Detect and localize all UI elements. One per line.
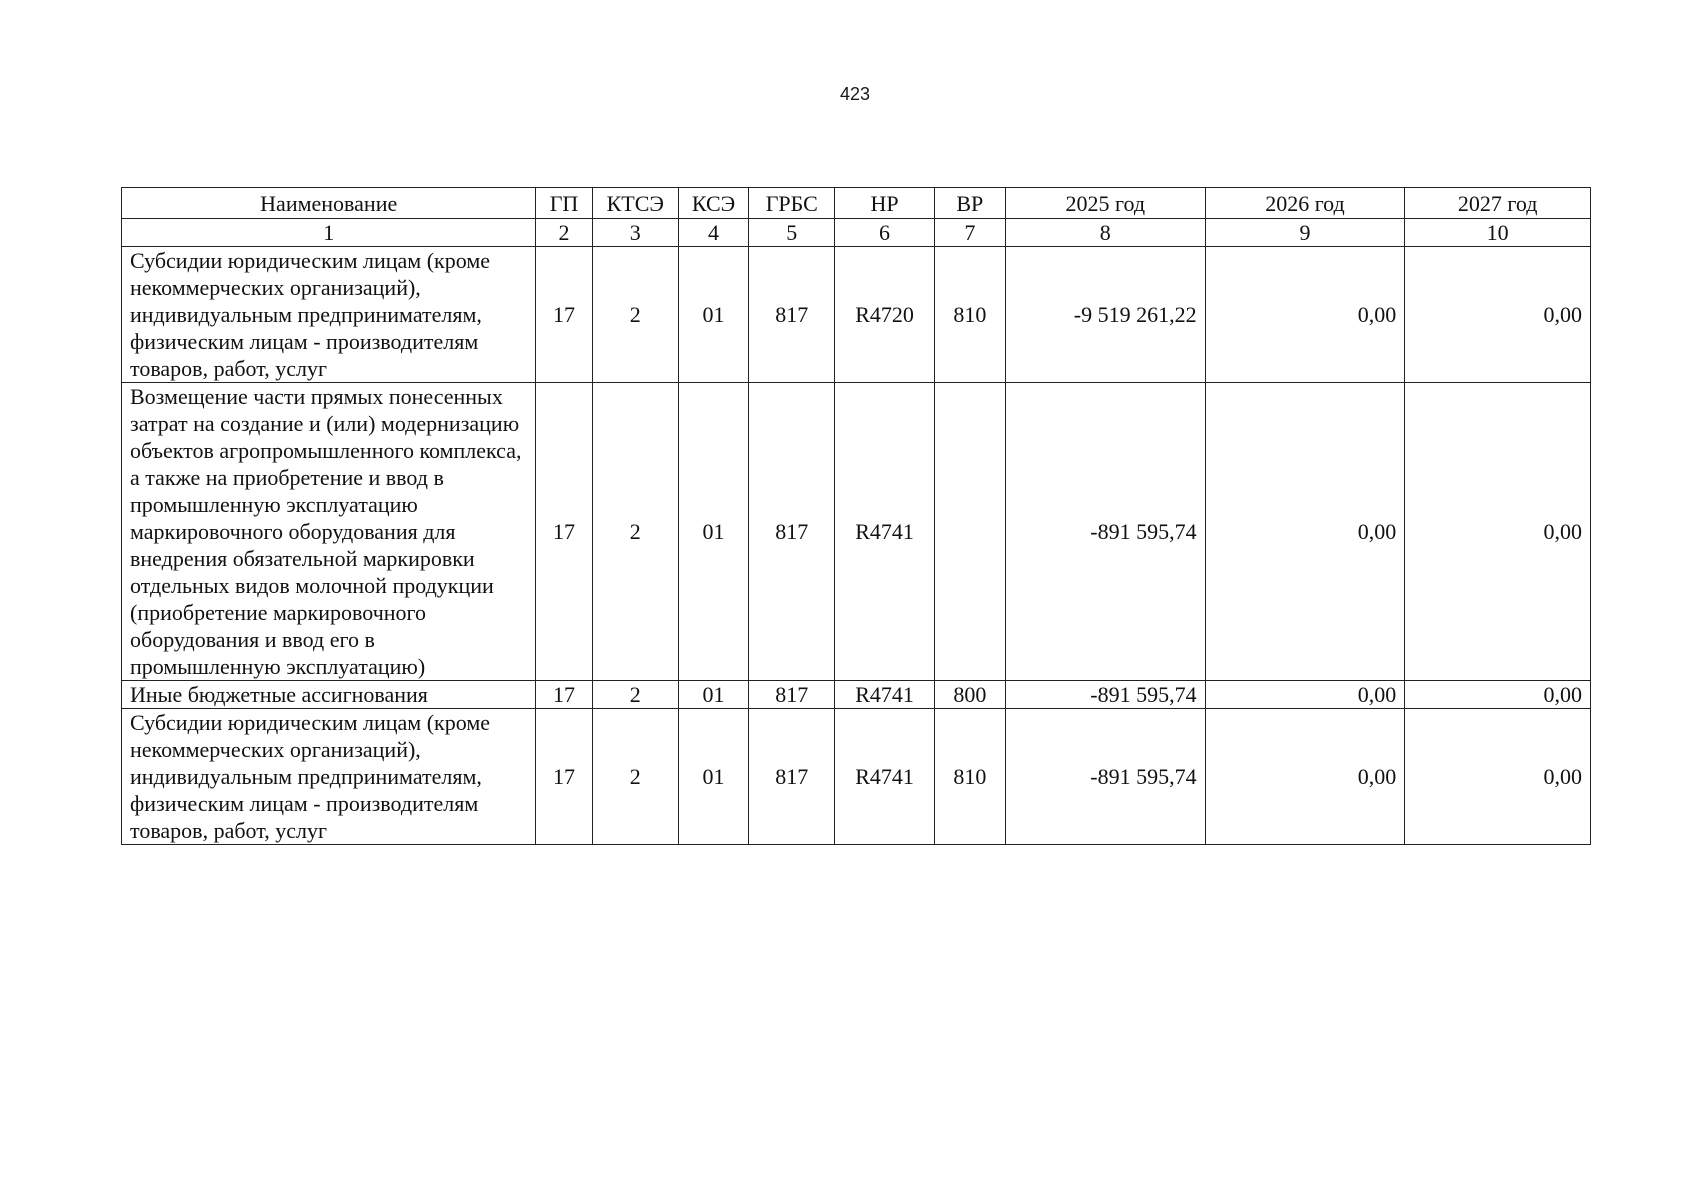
row-amount-2027: 0,00: [1405, 383, 1591, 681]
header-2025: 2025 год: [1005, 188, 1205, 219]
row-nr: R4720: [835, 247, 934, 383]
row-vr: 800: [934, 681, 1005, 709]
column-number: 5: [749, 219, 835, 247]
table-row: [122, 709, 1591, 845]
row-name: Возмещение части прямых понесенных затрат на создание и (или) модернизацию объектов агропромышленного комплекса, а также на приобретение и ввод в промышленную эксплуатацию маркировочного оборудования для внедрения обязательной маркировки отдельных видов молочной продукции (приобретение маркировочного оборудования и ввод его в промышленную эксплуатацию): [122, 383, 536, 681]
row-vr: [934, 383, 1005, 681]
row-amount-2027: 0,00: [1405, 709, 1591, 845]
row-amount-2025: -891 595,74: [1005, 383, 1205, 681]
column-number-row: [122, 219, 1591, 247]
row-ktse: 2: [592, 383, 678, 681]
row-gp: 17: [536, 709, 592, 845]
row-amount-2027: 0,00: [1405, 681, 1591, 709]
row-name: Субсидии юридическим лицам (кроме некоммерческих организаций), индивидуальным предпринимателям, физическим лицам - производителям товаров, работ, услуг: [122, 709, 536, 845]
row-grbs: 817: [749, 383, 835, 681]
row-grbs: 817: [749, 247, 835, 383]
header-2027: 2027 год: [1405, 188, 1591, 219]
row-amount-2026: 0,00: [1205, 681, 1405, 709]
row-gp: 17: [536, 383, 592, 681]
row-amount-2026: 0,00: [1205, 247, 1405, 383]
column-number: 3: [592, 219, 678, 247]
row-amount-2026: 0,00: [1205, 709, 1405, 845]
row-name: Иные бюджетные ассигнования: [122, 681, 536, 709]
row-name: Субсидии юридическим лицам (кроме некоммерческих организаций), индивидуальным предпринимателям, физическим лицам - производителям товаров, работ, услуг: [122, 247, 536, 383]
row-amount-2025: -9 519 261,22: [1005, 247, 1205, 383]
table-row: [122, 383, 1591, 681]
header-2026: 2026 год: [1205, 188, 1405, 219]
row-gp: 17: [536, 681, 592, 709]
header-row: [122, 188, 1591, 219]
budget-table: [121, 187, 1591, 845]
row-gp: 17: [536, 247, 592, 383]
row-kse: 01: [678, 709, 748, 845]
column-number: 10: [1405, 219, 1591, 247]
header-name: Наименование: [122, 188, 536, 219]
column-number: 4: [678, 219, 748, 247]
row-ktse: 2: [592, 247, 678, 383]
header-kse: КСЭ: [678, 188, 748, 219]
header-nr: НР: [835, 188, 934, 219]
row-ktse: 2: [592, 709, 678, 845]
row-amount-2025: -891 595,74: [1005, 709, 1205, 845]
page-number: 423: [839, 84, 871, 104]
row-amount-2026: 0,00: [1205, 383, 1405, 681]
row-ktse: 2: [592, 681, 678, 709]
row-grbs: 817: [749, 681, 835, 709]
row-nr: R4741: [835, 681, 934, 709]
table-row: [122, 247, 1591, 383]
column-number: 7: [934, 219, 1005, 247]
row-kse: 01: [678, 247, 748, 383]
row-amount-2025: -891 595,74: [1005, 681, 1205, 709]
row-nr: R4741: [835, 709, 934, 845]
row-grbs: 817: [749, 709, 835, 845]
header-grbs: ГРБС: [749, 188, 835, 219]
row-amount-2027: 0,00: [1405, 247, 1591, 383]
column-number: 2: [536, 219, 592, 247]
column-number: 1: [122, 219, 536, 247]
header-ktse: КТСЭ: [592, 188, 678, 219]
row-kse: 01: [678, 383, 748, 681]
column-number: 6: [835, 219, 934, 247]
row-nr: R4741: [835, 383, 934, 681]
row-kse: 01: [678, 681, 748, 709]
header-vr: ВР: [934, 188, 1005, 219]
column-number: 8: [1005, 219, 1205, 247]
table-row: [122, 681, 1591, 709]
header-gp: ГП: [536, 188, 592, 219]
row-vr: 810: [934, 247, 1005, 383]
column-number: 9: [1205, 219, 1405, 247]
row-vr: 810: [934, 709, 1005, 845]
